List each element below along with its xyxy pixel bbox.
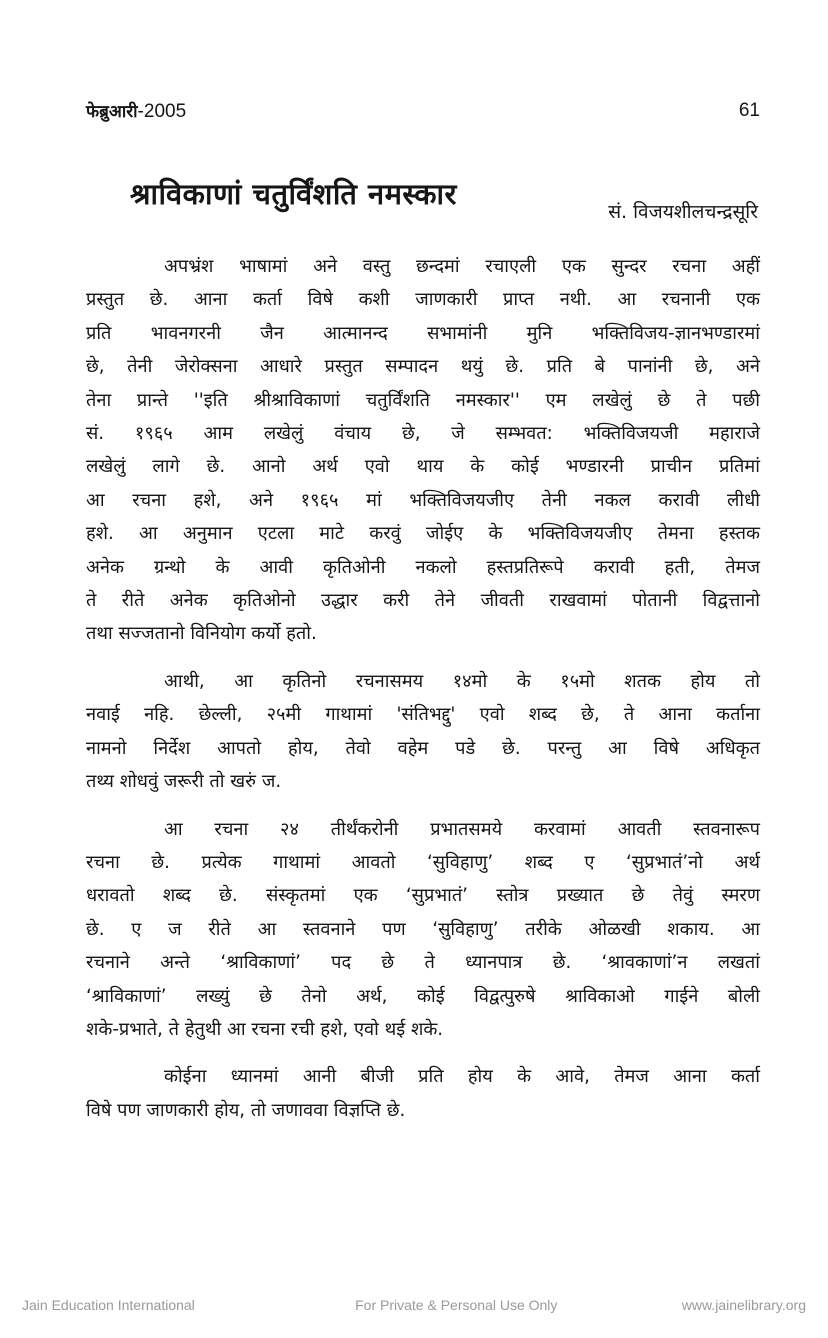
paragraph-3 [86,813,760,1047]
text-line: अनेक ग्रन्थो के आवी कृतिओनी नकलो हस्तप्रतिरूपे करावी हती, तेमज [86,556,760,578]
text-line: आथी, आ कृतिनो रचनासमय १४मो के १५मो शतक होय तो [164,670,760,692]
paragraph-4 [86,1060,760,1127]
paragraph-1 [86,250,760,651]
text-line: प्रस्तुत छे. आना कर्ता विषे कशी जाणकारी प्राप्त नथी. आ रचनानी एक [86,289,760,311]
running-header [86,96,760,126]
text-line: तथ्य शोधवुं जरूरी तो खरुं ज. [86,771,282,793]
text-line: विषे पण जाणकारी होय, तो जणाववा विज्ञप्ति छे. [86,1099,406,1121]
text-line: प्रति भावनगरनी जैन आत्मानन्द सभामांनी मुनि भक्तिविजय-ज्ञानभण्डारमां [86,322,760,344]
text-line: छे. ए ज रीते आ स्तवनाने पण ‘सुविहाणु’ तरीके ओळखी शकाय. आ [86,918,760,940]
issue-date [86,99,186,123]
text-line: छे, तेनी जेरोक्सना आधारे प्रस्तुत सम्पादन थयुं छे. प्रति बे पानांनी छे, अने [86,356,760,378]
article-title: श्राविकाणां चतुर्विंशति नमस्कार [130,177,457,212]
footer-publisher: Jain Education International [22,1297,195,1313]
text-line: शके-प्रभाते, ते हेतुथी आ रचना रची हशे, एवो थई शके. [86,1018,444,1040]
text-line: अपभ्रंश भाषामां अने वस्तु छन्दमां रचाएली एक सुन्दर रचना अहीं [164,256,760,277]
text-line: आ रचना हशे, अने १९६५ मां भक्तिविजयजीए तेनी नकल करावी लीधी [86,489,760,511]
text-line: हशे. आ अनुमान एटला माटे करवुं जोईए के भक्तिविजयजीए तेमना हस्तक [86,523,760,545]
text-line: कोईना ध्यानमां आनी बीजी प्रति होय के आवे, तेमज आना कर्ता [164,1066,760,1088]
article-author: सं. विजयशीलचन्द्रसूरि [608,201,758,223]
text-line: नामनो निर्देश आपतो होय, तेवो वहेम पडे छे. परन्तु आ विषे अधिकृत [86,737,760,759]
text-line: सं. १९६५ आम लखेलुं वंचाय छे, जे सम्भवत: भक्तिविजयजी महाराजे [86,423,760,445]
text-line: नवाई नहि. छेल्ली, २५मी गाथामां 'संतिभद्दु' एवो शब्द छे, ते आना कर्ताना [86,704,760,726]
paragraph-2 [86,665,760,799]
page-footer [22,1297,806,1313]
text-line: रचना छे. प्रत्येक गाथामां आवतो ‘सुविहाणु’ शब्द ए ‘सुप्रभातं’नो अर्थ [86,851,760,873]
article-body [86,250,760,1141]
text-line: रचनाने अन्ते ‘श्राविकाणां’ पद छे ते ध्यानपात्र छे. ‘श्रावकाणां’न लखतां [86,952,760,974]
text-line: तेना प्रान्ते ''इति श्रीश्राविकाणां चतुर्विंशति नमस्कार'' एम लखेलुं छे ते पछी [86,389,760,411]
footer-usage-notice: For Private & Personal Use Only [355,1297,558,1313]
text-line: आ रचना २४ तीर्थंकरोनी प्रभातसमये करवामां आवती स्तवनारूप [164,818,760,840]
text-line: लखेलुं लागे छे. आनो अर्थ एवो थाय के कोई भण्डारनी प्राचीन प्रतिमां [86,456,760,478]
page-number: 61 [738,100,760,121]
text-line: धरावतो शब्द छे. संस्कृतमां एक ‘सुप्रभातं’ स्तोत्र प्रख्यात छे तेवुं स्मरण [86,885,760,907]
footer-website: www.jainelibrary.org [681,1297,806,1313]
text-line: तथा सज्जतानो विनियोग कर्यो हतो. [86,623,317,645]
issue-month: फेब्रुआरी [86,102,138,122]
text-line: ‘श्राविकाणां’ लख्युं छे तेनो अर्थ, कोई विद्वत्पुरुषे श्राविकाओ गाईने बोली [86,985,760,1007]
issue-year: -2005 [137,101,187,122]
text-line: ते रीते अनेक कृतिओनो उद्धार करी तेने जीवती राखवामां पोतानी विद्वत्तानो [86,590,760,612]
